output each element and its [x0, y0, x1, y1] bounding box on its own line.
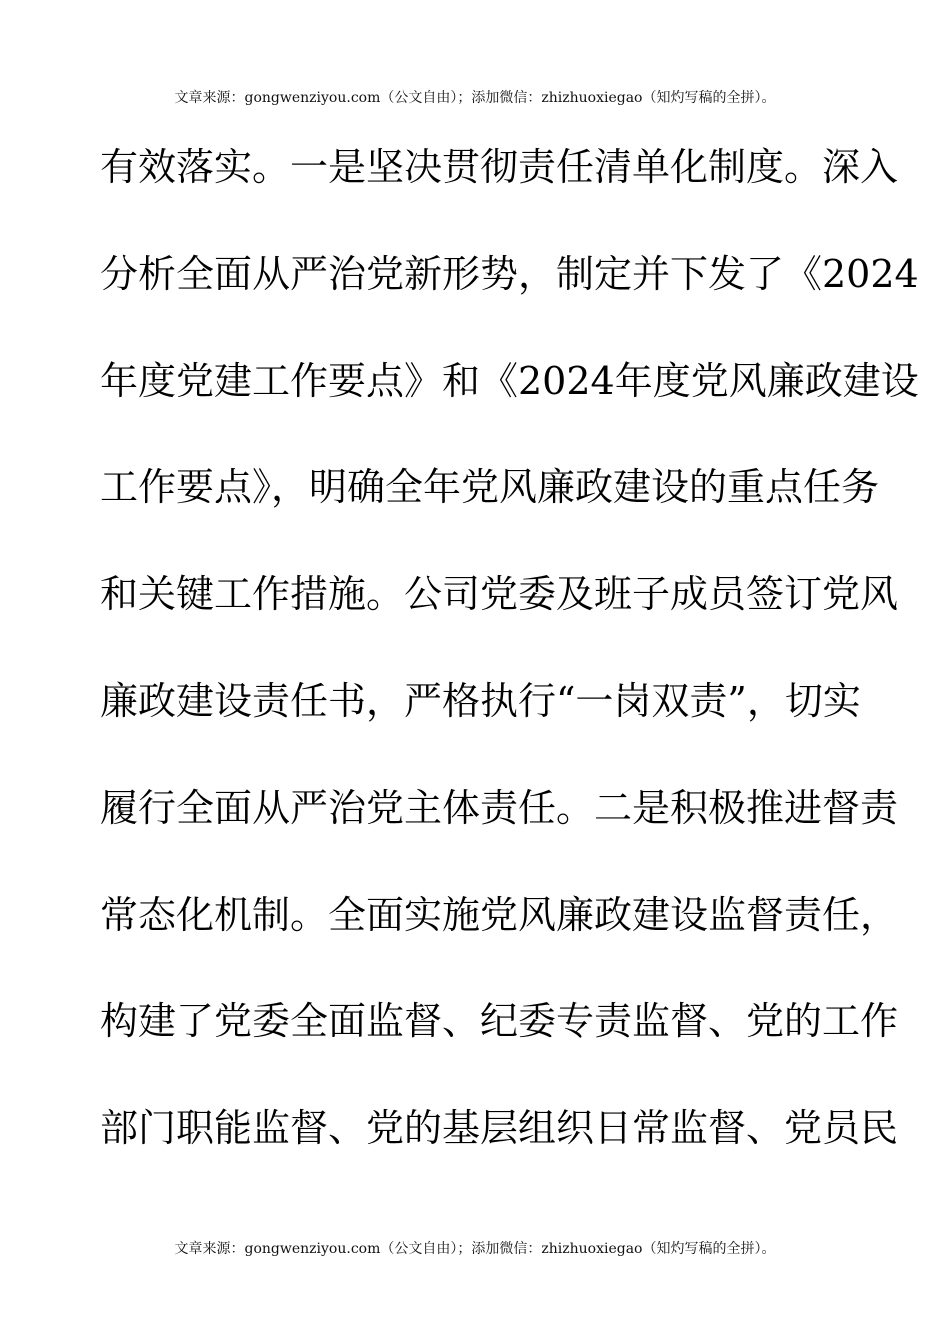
- body-line: 分析全面从严治党新形势，制定并下发了《2024: [100, 251, 919, 296]
- body-line: 有效落实。一是坚决贯彻责任清单化制度。深入: [100, 145, 899, 189]
- body-line: 履行全面从严治党主体责任。二是积极推进督责: [100, 785, 899, 830]
- body-line: 和关键工作措施。公司党委及班子成员签订党风: [100, 572, 899, 617]
- body-line: 常态化机制。全面实施党风廉政建设监督责任，: [100, 892, 899, 937]
- page-header: 文章来源：gongwenziyou.com（公文自由）；添加微信：zhizhuoxiegao（知灼写稿的全拼）。: [174, 90, 776, 106]
- body-line: 廉政建设责任书，严格执行“一岗双责”，切实: [100, 678, 861, 723]
- body-line: 构建了党委全面监督、纪委专责监督、党的工作: [100, 999, 899, 1044]
- body-line: 部门职能监督、党的基层组织日常监督、党员民: [100, 1106, 899, 1151]
- body-line: 工作要点》，明确全年党风廉政建设的重点任务: [100, 465, 880, 510]
- body-line: 年度党建工作要点》和《2024年度党风廉政建设: [100, 358, 919, 403]
- body-text: [100, 130, 919, 1198]
- page-footer: 文章来源：gongwenziyou.com（公文自由）；添加微信：zhizhuoxiegao（知灼写稿的全拼）。: [174, 1241, 776, 1257]
